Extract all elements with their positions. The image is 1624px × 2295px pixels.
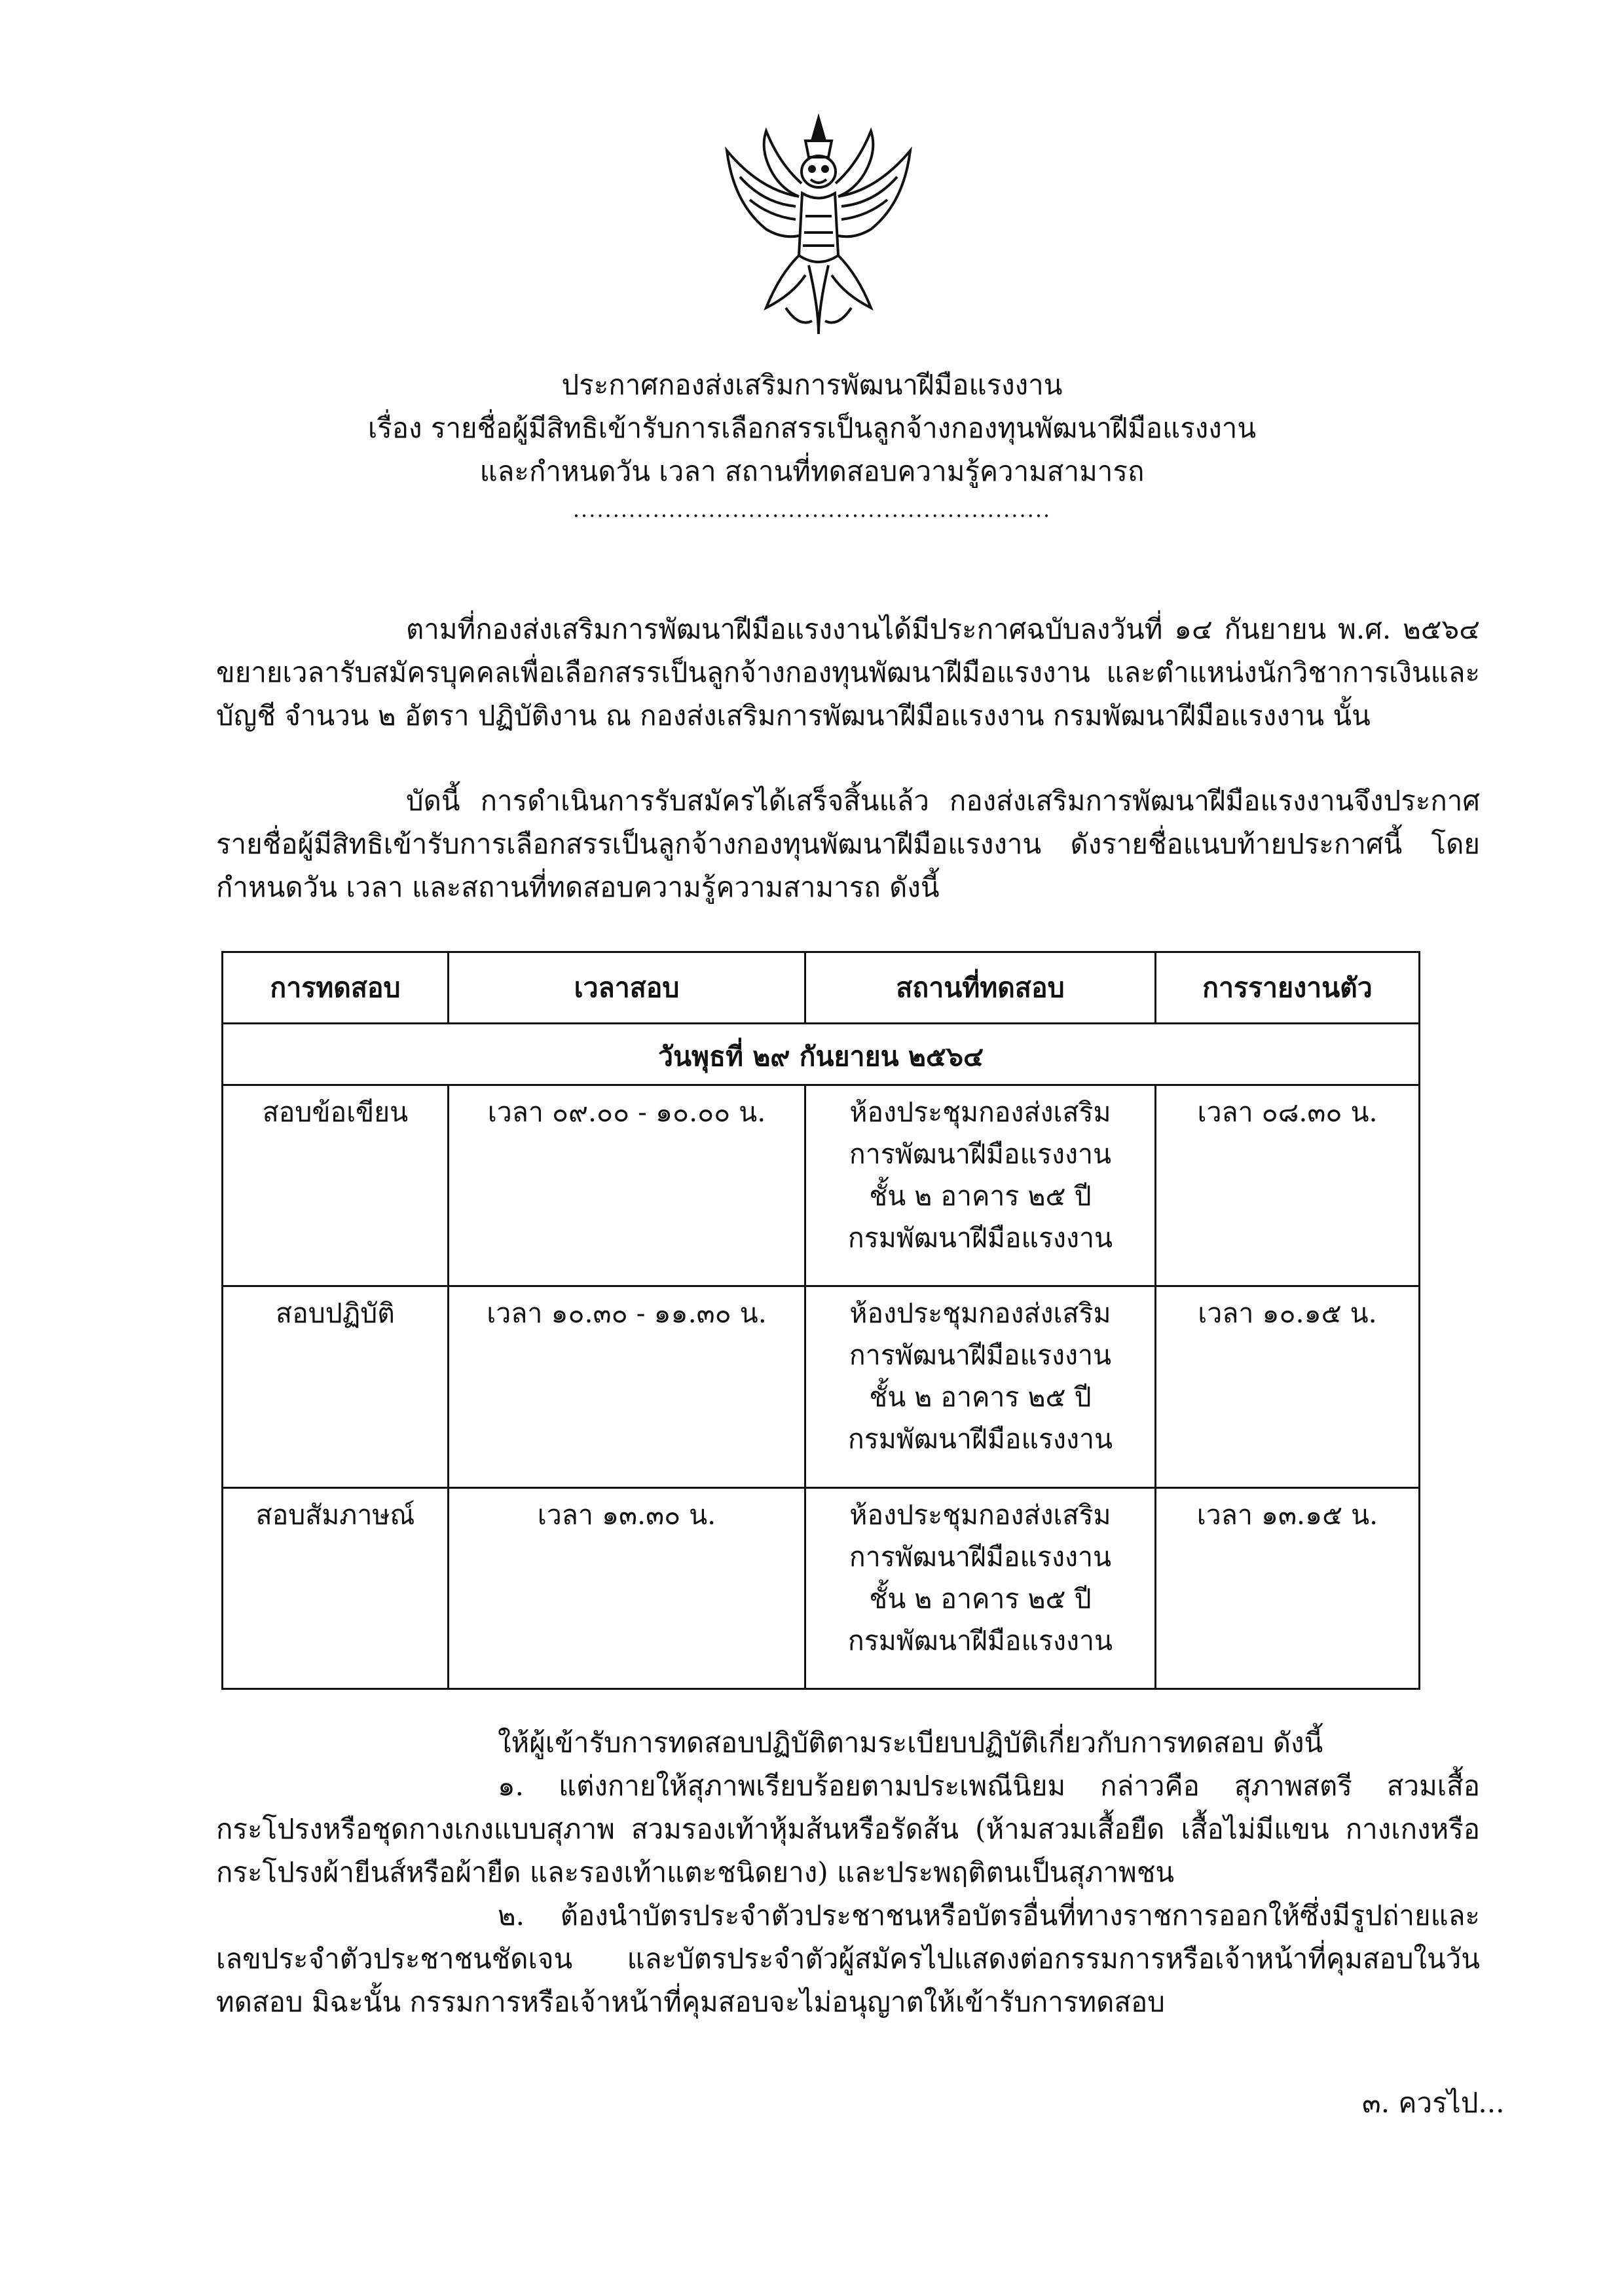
place-line: การพัฒนาฝีมือแรงงาน (849, 1540, 1112, 1573)
row-place (805, 1085, 1156, 1286)
header-report: การรายงานตัว (1156, 952, 1420, 1024)
continued-marker: ๓. ควรไป... (1362, 2087, 1505, 2119)
row-report: เวลา ๐๘.๓๐ น. (1156, 1085, 1420, 1286)
row-time: เวลา ๐๙.๐๐ - ๑๐.๐๐ น. (449, 1085, 805, 1286)
rule-item-1-text: ๑. แต่งกายให้สุภาพเรียบร้อยตามประเพณีนิยม กล่าวคือ สุภาพสตรี สวมเสื้อ กระโปรงหรือชุดกางเกงแบบสุภาพ สวมรองเท้าหุ้มส้นหรือรัดส้น (ห้ามสวมเสื้อยืด เสื้อไม่มีแขน กางเกงหรือกระโปรงผ้ายีนส์หรือผ้ายืด และรองเท้าแตะชนิดยาง) และประพฤติตนเป็นสุภาพชน (216, 1770, 1480, 1888)
place-line: ห้องประชุมกองส่งเสริม (849, 1499, 1111, 1531)
header-test: การทดสอบ (223, 952, 449, 1024)
place-line: ชั้น ๒ อาคาร ๒๕ ปี (869, 1582, 1092, 1614)
header-place: สถานที่ทดสอบ (805, 952, 1156, 1024)
place-line: การพัฒนาฝีมือแรงงาน (849, 1339, 1112, 1371)
row-report: เวลา ๑๐.๑๕ น. (1156, 1286, 1420, 1487)
row-test: สอบสัมภาษณ์ (223, 1487, 449, 1689)
row-time: เวลา ๑๐.๓๐ - ๑๑.๓๐ น. (449, 1286, 805, 1487)
row-test: สอบปฏิบัติ (223, 1286, 449, 1487)
table-header-row (223, 952, 1420, 1024)
header-line-2: เรื่อง รายชื่อผู้มีสิทธิเข้ารับการเลือกสรรเป็นลูกจ้างกองทุนพัฒนาฝีมือแรงงาน (367, 412, 1257, 444)
paragraph-1-text: ตามที่กองส่งเสริมการพัฒนาฝีมือแรงงานได้มีประกาศฉบับลงวันที่ ๑๔ กันยายน พ.ศ. ๒๕๖๔ ขยายเวลารับสมัครบุคคลเพื่อเลือกสรรเป็นลูกจ้างกองทุนพัฒนาฝีมือแรงงาน และตำแหน่งนักวิชาการเงินและบัญชี จำนวน ๒ อัตรา ปฏิบัติงาน ณ กองส่งเสริมการพัฒนาฝีมือแรงงาน กรมพัฒนาฝีมือแรงงาน นั้น (216, 613, 1480, 732)
row-report: เวลา ๑๓.๑๕ น. (1156, 1487, 1420, 1689)
header-line-3: และกำหนดวัน เวลา สถานที่ทดสอบความรู้ความสามารถ (479, 455, 1145, 487)
place-line: ห้องประชุมกองส่งเสริม (849, 1297, 1111, 1330)
header-dotted-separator: ............................................................ (572, 497, 1052, 522)
paragraph-1 (216, 608, 1480, 737)
table-row (223, 1085, 1420, 1286)
table-date-row (223, 1024, 1420, 1085)
exam-date: วันพุธที่ ๒๙ กันยายน ๒๕๖๔ (223, 1024, 1420, 1085)
rule-item-1 (216, 1764, 1480, 1894)
rules-intro-text: ให้ผู้เข้ารับการทดสอบปฏิบัติตามระเบียบปฏิบัติเกี่ยวกับการทดสอบ ดังนี้ (498, 1726, 1323, 1759)
place-line: กรมพัฒนาฝีมือแรงงาน (847, 1423, 1113, 1455)
place-line: ชั้น ๒ อาคาร ๒๕ ปี (869, 1180, 1092, 1212)
place-line: กรมพัฒนาฝีมือแรงงาน (847, 1222, 1113, 1254)
header-time: เวลาสอบ (449, 952, 805, 1024)
row-time: เวลา ๑๓.๓๐ น. (449, 1487, 805, 1689)
table-row (223, 1487, 1420, 1689)
garuda-emblem-icon (720, 111, 917, 341)
rule-item-2-text: ๒. ต้องนำบัตรประจำตัวประชาชนหรือบัตรอื่นที่ทางราชการออกให้ซึ่งมีรูปถ่ายและเลขประจำตัวประชาชนชัดเจน และบัตรประจำตัวผู้สมัครไปแสดงต่อกรรมการหรือเจ้าหน้าที่คุมสอบในวันทดสอบ มิฉะนั้น กรรมการหรือเจ้าหน้าที่คุมสอบจะไม่อนุญาตให้เข้ารับการทดสอบ (216, 1899, 1480, 2018)
rules-section (216, 1721, 1480, 2024)
rules-intro (216, 1721, 1480, 1764)
rule-item-2 (216, 1894, 1480, 2024)
place-line: การพัฒนาฝีมือแรงงาน (849, 1138, 1112, 1170)
row-place (805, 1286, 1156, 1487)
announcement-header (0, 364, 1624, 526)
row-test: สอบข้อเขียน (223, 1085, 449, 1286)
paragraph-2-text: บัดนี้ การดำเนินการรับสมัครได้เสร็จสิ้นแล้ว กองส่งเสริมการพัฒนาฝีมือแรงงานจึงประกาศรายชื่อผู้มีสิทธิเข้ารับการเลือกสรรเป็นลูกจ้างกองทุนพัฒนาฝีมือแรงงาน ดังรายชื่อแนบท้ายประกาศนี้ โดยกำหนดวัน เวลา และสถานที่ทดสอบความรู้ความสามารถ ดังนี้ (216, 785, 1480, 903)
header-line-1: ประกาศกองส่งเสริมการพัฒนาฝีมือแรงงาน (561, 369, 1063, 401)
place-line: ห้องประชุมกองส่งเสริม (849, 1096, 1111, 1128)
row-place (805, 1487, 1156, 1689)
table-row (223, 1286, 1420, 1487)
exam-schedule-table (221, 951, 1420, 1690)
place-line: กรมพัฒนาฝีมือแรงงาน (847, 1624, 1113, 1656)
place-line: ชั้น ๒ อาคาร ๒๕ ปี (869, 1381, 1092, 1413)
paragraph-2 (216, 779, 1480, 909)
